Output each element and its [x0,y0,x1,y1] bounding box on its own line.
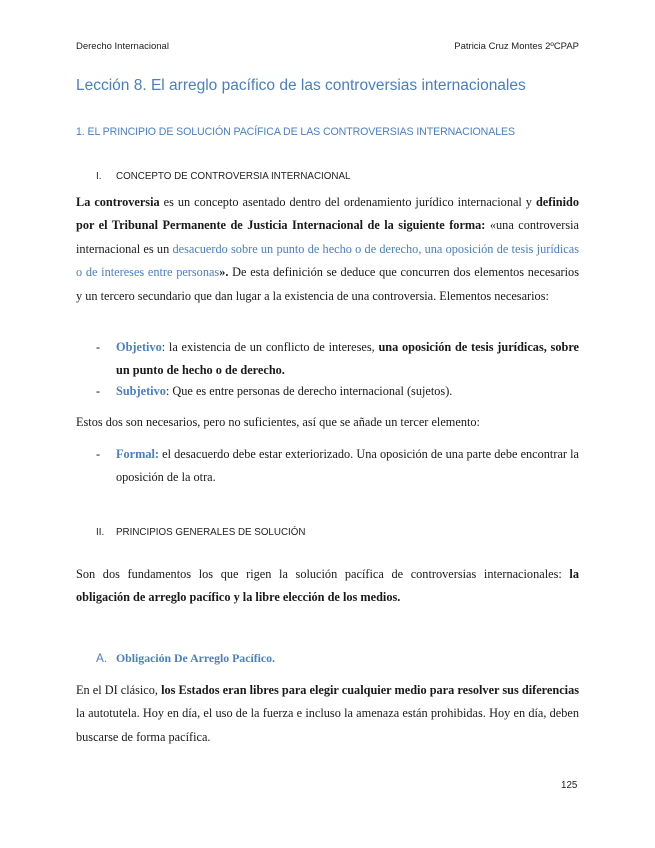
bold-text: definido por el Tribunal Permanente de Justicia Internacional de la siguiente forma: [76,195,579,233]
heading-text: PRINCIPIOS GENERALES DE SOLUCIÓN [116,527,306,538]
subsection-heading [96,651,275,666]
bold-text: los Estados eran libres para elegir cualquier medio para resolver sus diferencias [161,683,579,697]
heading-text: CONCEPTO DE CONTROVERSIA INTERNACIONAL [116,171,351,182]
page-number: 125 [561,780,578,791]
list-dash: - [96,340,101,354]
list-item-subjetivo: - Subjetivo: Que es entre personas de derecho internacional (sujetos). [96,380,579,403]
list-label: Subjetivo [116,384,166,398]
lesson-title: Lección 8. El arreglo pacífico de las controversias internacionales [76,77,526,94]
heading-principios [96,527,305,538]
list-label: Formal: [116,447,160,461]
paragraph-di-clasico: En el DI clásico, los Estados eran libres para elegir cualquier medio para resolver sus diferencias la autotutela. Hoy en día, el uso de la fuerza e incluso la amenaza están prohibidas. Hoy en día, deben buscarse de forma pacífica. [76,683,579,744]
bold-text: la obligación de arreglo pacífico y la libre elección de los medios. [76,567,579,605]
heading-concepto [96,171,350,182]
header-author: Patricia Cruz Montes 2ºCPAP [454,41,579,52]
list-dash: - [96,384,101,398]
subsection-text: Obligación De Arreglo Pacífico. [116,651,276,665]
section-title: 1. EL PRINCIPIO DE SOLUCIÓN PACÍFICA DE LAS CONTROVERSIAS INTERNACIONALES [76,126,515,138]
list-item-formal: - Formal: el desacuerdo debe estar exteriorizado. Una oposición de una parte debe encontrar la oposición de la otra. [96,443,579,490]
paragraph-tercer-elemento: Estos dos son necesarios, pero no suficientes, así que se añade un tercer elemento: [76,415,480,429]
subsection-letter: A. [96,651,108,665]
heading-number: II. [96,527,105,538]
paragraph-definicion: La controversia es un concepto asentado dentro del ordenamiento jurídico internacional y definido por el Tribunal Permanente de Justicia Internacional de la siguiente forma: «una controversia internacional es un desacuerdo sobre un punto de hecho o de derecho, una oposición de tesis jurídicas o de intereses entre personas». De esta definición se deduce que concurren dos elementos necesarios y un tercero secundario que dan lugar a la existencia de una controversia. Elementos necesarios: [76,195,580,303]
bold-text: una oposición de tesis jurídicas, sobre un punto de hecho o de derecho. [116,340,580,378]
paragraph-fundamentos: Son dos fundamentos los que rigen la solución pacífica de controversias internacionales: la obligación de arreglo pacífico y la libre elección de los medios. [76,567,579,605]
highlighted-definition: desacuerdo sobre un punto de hecho o de derecho, una oposición de tesis jurídicas o de intereses entre personas [76,241,579,280]
list-label: Objetivo [116,340,162,354]
list-dash: - [96,447,101,461]
heading-number: I. [96,171,102,182]
list-item-objetivo: - Objetivo: la existencia de un conflicto de intereses, una oposición de tesis jurídicas, sobre un punto de hecho o de derecho. [96,336,579,383]
bold-text: La controversia [76,195,160,209]
header-course: Derecho Internacional [76,41,169,52]
